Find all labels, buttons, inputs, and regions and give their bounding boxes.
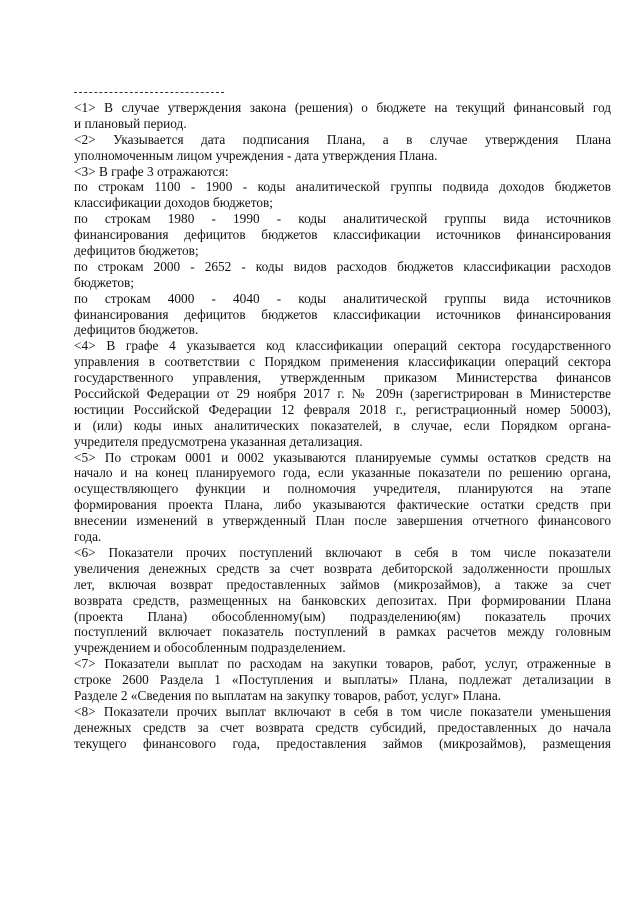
text-line: формирования проекта Плана, либо указываются фактические остатки средств при (74, 497, 611, 513)
text-line: начало и на конец планируемого года, если указанные показатели по решению органа, (74, 465, 611, 481)
text-line: юстиции Российской Федерации 12 февраля 2018 г., регистрационный номер 50003), (74, 401, 611, 417)
text-line: финансирования дефицитов бюджетов классификации источников финансирования (74, 306, 611, 322)
text-line: <4> В графе 4 указывается код классификации операций сектора государственного (74, 338, 611, 354)
text-line: увеличения денежных средств за счет возврата дебиторской задолженности прошлых (74, 560, 611, 576)
footnote-separator (74, 92, 224, 93)
text-line: (проекта Плана) обособленному(ым) подразделению(ям) показатель прочих (74, 608, 611, 624)
text-line: строке 2600 Раздела 1 «Поступления и выплаты» Плана, подлежат детализации в (74, 672, 611, 688)
text-line: <1> В случае утверждения закона (решения) о бюджете на текущий финансовый год (74, 100, 611, 115)
text-line: <5> По строкам 0001 и 0002 указываются планируемые суммы остатков средств на (74, 449, 611, 465)
text-line: текущего финансового года, предоставления займов (микрозаймов), размещения (74, 735, 611, 751)
text-line: <6> Показатели прочих поступлений включают в себя в том числе показатели (74, 544, 611, 560)
text-line: бюджетов; (74, 274, 134, 290)
text-line: учреждением и обособленным подразделением. (74, 640, 346, 656)
text-line: <7> Показатели выплат по расходам на закупки товаров, работ, услуг, отраженные в (74, 656, 611, 672)
text-line: Российской Федерации от 29 ноября 2017 г. № 209н (зарегистрирован в Министерстве (74, 386, 611, 402)
text-line: <3> В графе 3 отражаются: (74, 163, 229, 179)
text-line: учредителя предусмотрена указанная детализация. (74, 433, 363, 449)
text-line: по строкам 2000 - 2652 - коды видов расходов бюджетов классификации расходов (74, 258, 611, 274)
text-line: Разделе 2 «Сведения по выплатам на закупку товаров, работ, услуг» Плана. (74, 687, 502, 703)
text-line: государственного управления, утвержденным приказом Министерства финансов (74, 370, 611, 386)
text-line: управления в соответствии с Порядком применения классификации операций сектора (74, 354, 611, 370)
text-line: дефицитов бюджетов; (74, 243, 199, 259)
text-line: денежных средств за счет возврата средств субсидий, предоставленных до начала (74, 719, 611, 735)
text-line: <8> Показатели прочих выплат включают в себя в том числе показатели уменьшения (74, 703, 611, 719)
text-line: года. (74, 529, 102, 545)
text-line: и плановый период. (74, 115, 187, 131)
text-line: возврата средств, размещенных на банковских депозитах. При формировании Плана (74, 592, 611, 608)
text-line: лет, включая возврат предоставленных займов (микрозаймов), а также за счет (74, 576, 611, 592)
text-line: по строкам 1980 - 1990 - коды аналитической группы вида источников (74, 211, 611, 227)
text-line: по строкам 1100 - 1900 - коды аналитической группы подвида доходов бюджетов (74, 179, 611, 195)
text-line: внесении изменений в утвержденный План после завершения отчетного финансового (74, 513, 611, 529)
text-line: <2> Указывается дата подписания Плана, а в случае утверждения Плана (74, 131, 611, 147)
footnotes-text (74, 100, 611, 752)
text-line: и (или) коды иных аналитических показателей, в случае, если Порядком органа- (74, 417, 611, 433)
text-line: классификации доходов бюджетов; (74, 195, 273, 211)
text-line: осуществляющего функции и полномочия учредителя, планируются на этапе (74, 481, 611, 497)
text-line: финансирования дефицитов бюджетов классификации источников финансирования (74, 227, 611, 243)
text-line: по строкам 4000 - 4040 - коды аналитической группы вида источников (74, 290, 611, 306)
text-line: дефицитов бюджетов. (74, 322, 199, 338)
text-line: поступлений включает показатель поступлений в рамках расчетов между головным (74, 624, 611, 640)
text-line: уполномоченным лицом учреждения - дата утверждения Плана. (74, 147, 438, 163)
